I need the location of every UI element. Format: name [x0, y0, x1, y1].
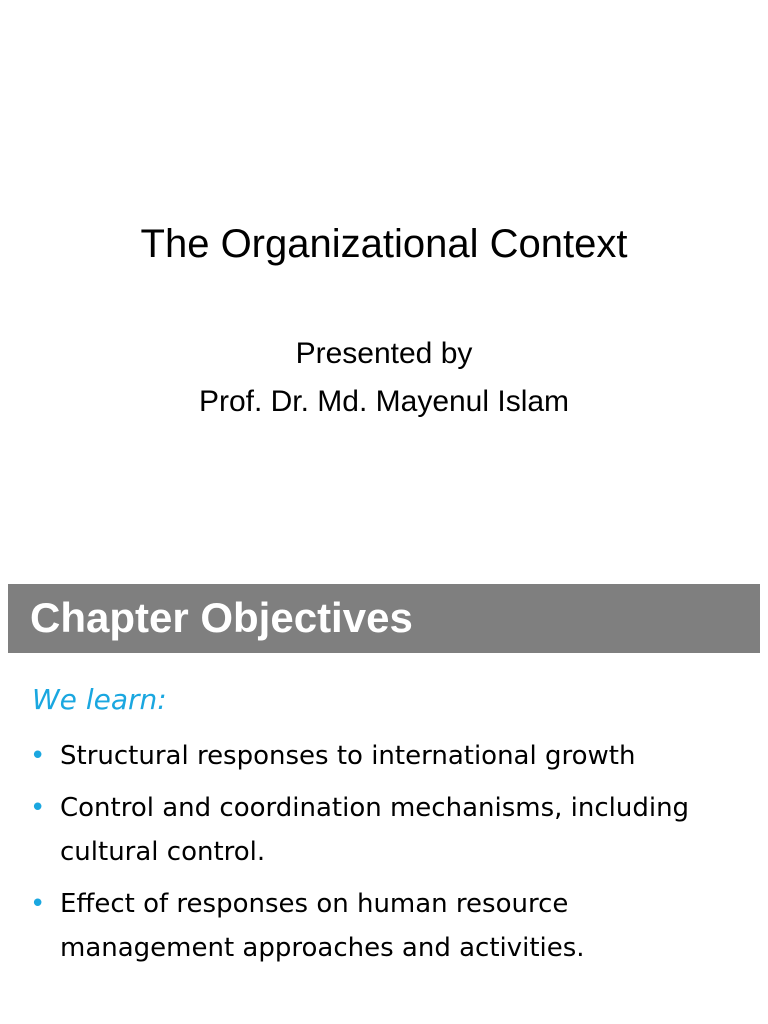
list-item	[30, 786, 750, 874]
presenter-label: Presented by	[295, 337, 473, 370]
objectives-slide	[0, 560, 768, 1024]
bullet-dot-icon: •	[30, 741, 46, 771]
intro-text: We learn:	[32, 683, 167, 716]
presenter-name: Prof. Dr. Md. Mayenul Islam	[198, 385, 570, 418]
bullet-dot-icon: •	[30, 889, 46, 919]
objectives-list	[30, 734, 750, 978]
list-item-text: Control and coordination mechanisms, including cultural control.	[60, 793, 690, 867]
list-item-text: Structural responses to international growth	[60, 741, 636, 771]
presenter-block	[0, 330, 768, 426]
list-item-text: Effect of responses on human resource management approaches and activities.	[60, 889, 585, 963]
list-item	[30, 882, 750, 970]
chapter-header-bar	[8, 584, 760, 653]
list-item	[30, 734, 750, 778]
bullet-dot-icon: •	[30, 793, 46, 823]
chapter-header-title: Chapter Objectives	[30, 594, 413, 641]
slide-title: The Organizational Context	[140, 222, 628, 266]
